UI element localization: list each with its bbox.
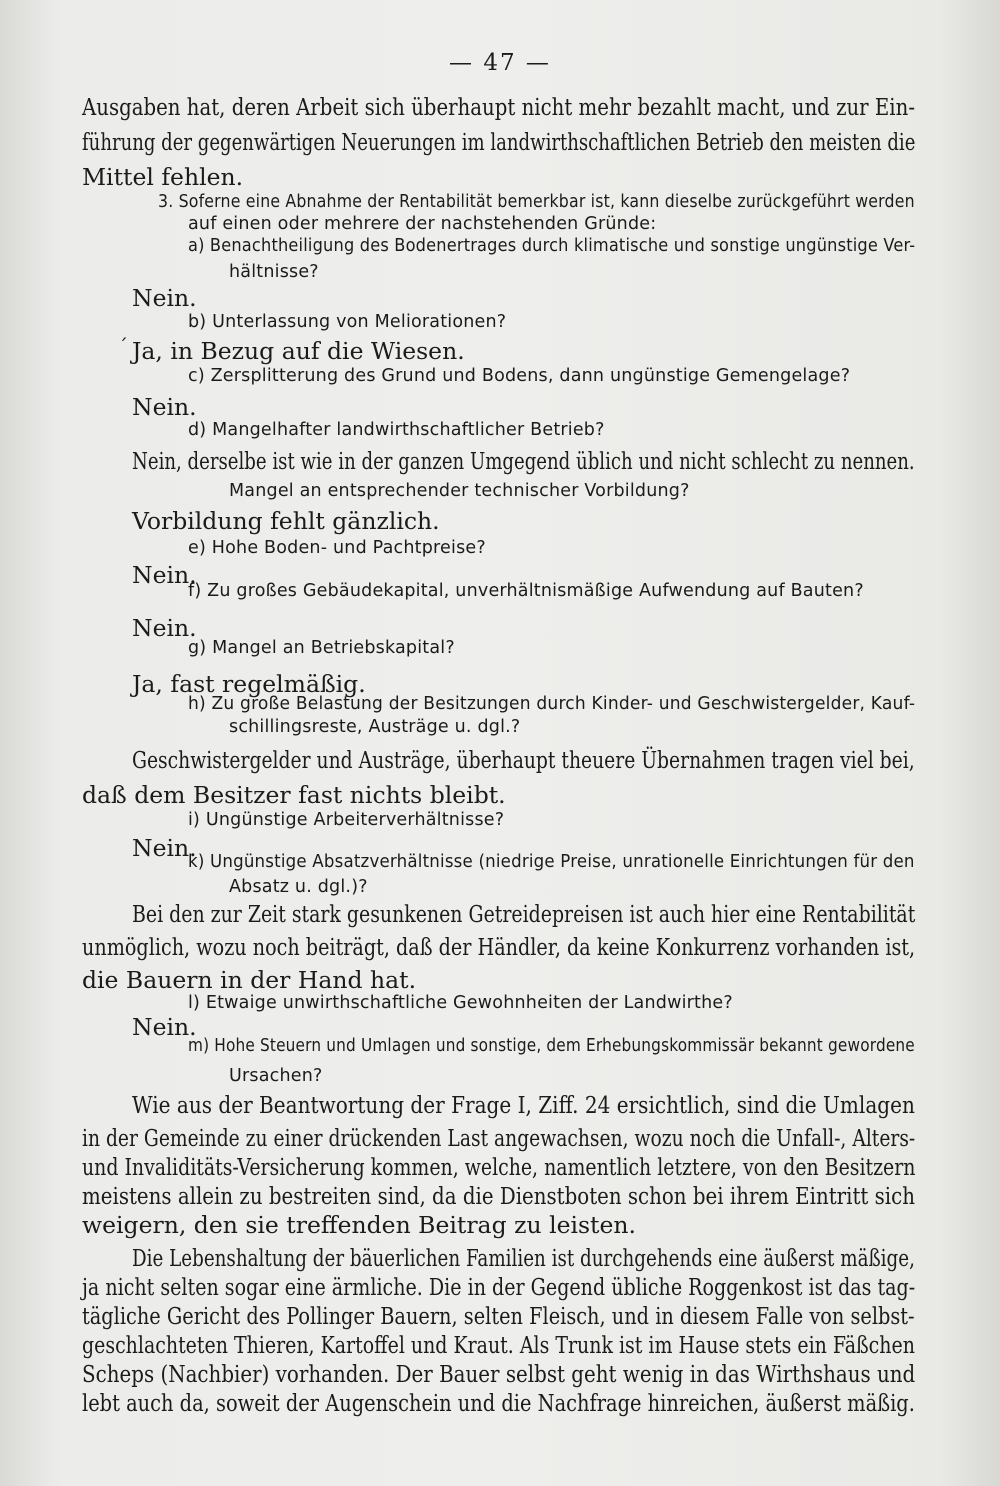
body-line: weigern, den sie treffenden Beitrag zu leisten. — [82, 1211, 637, 1239]
question-line: Mangel an entsprechender technischer Vorbildung? — [229, 481, 690, 501]
body-line: Die Lebenshaltung der bäuerlichen Familien ist durchgehends eine äußerst mäßige, — [132, 1244, 915, 1272]
body-line: in der Gemeinde zu einer drückenden Last angewachsen, wozu noch die Unfall-, Alters- — [82, 1124, 916, 1152]
question-line: c) Zersplitterung des Grund und Bodens, dann ungünstige Gemengelage? — [188, 366, 851, 386]
body-line: lebt auch da, soweit der Augenschein und die Nachfrage hinreichen, äußerst mäßig. — [82, 1389, 915, 1417]
answer-line: Ja, fast regelmäßig. — [132, 670, 366, 698]
answer-line: Nein. — [132, 834, 197, 862]
body-line: meistens allein zu bestreiten sind, da die Dienstboten schon bei ihrem Eintritt sich — [82, 1182, 915, 1210]
body-line: ja nicht selten sogar eine ärmliche. Die in der Gegend übliche Roggenkost ist das tag- — [82, 1273, 916, 1301]
question-line: schillingsreste, Austräge u. dgl.? — [229, 717, 521, 737]
question-line: b) Unterlassung von Meliorationen? — [188, 312, 507, 332]
answer-line: daß dem Besitzer fast nichts bleibt. — [82, 781, 506, 809]
question-line: h) Zu große Belastung der Besitzungen durch Kinder- und Geschwistergelder, Kauf- — [188, 694, 916, 714]
question-line: Ursachen? — [229, 1066, 323, 1086]
answer-line: Nein. — [132, 393, 197, 421]
answer-line: Bei den zur Zeit stark gesunkenen Getreidepreisen ist auch hier eine Rentabilität — [132, 900, 916, 928]
ink-mark: ´ — [118, 334, 128, 358]
question-line: i) Ungünstige Arbeiterverhältnisse? — [188, 810, 505, 830]
answer-line: Ja, in Bezug auf die Wiesen. — [132, 337, 465, 365]
page-number: — 47 — — [449, 50, 551, 76]
answer-line: Nein. — [132, 1013, 197, 1041]
answer-line: Nein. — [132, 614, 197, 642]
question-line: auf einen oder mehrere der nachstehenden Gründe: — [188, 214, 657, 234]
question-line: a) Benachtheiligung des Bodenertrages durch klimatische und sonstige ungünstige Ver- — [188, 236, 916, 256]
answer-line: Nein, derselbe ist wie in der ganzen Umgegend üblich und nicht schlecht zu nennen. — [132, 447, 915, 475]
question-line: 3. Soferne eine Abnahme der Rentabilität bemerkbar ist, kann dieselbe zurückgeführt werden — [158, 192, 915, 212]
body-line: und Invaliditäts-Versicherung kommen, welche, namentlich letztere, von den Besitzern — [82, 1153, 916, 1181]
body-line: Ausgaben hat, deren Arbeit sich überhaupt nicht mehr bezahlt macht, und zur Ein- — [82, 93, 915, 121]
question-line: e) Hohe Boden- und Pachtpreise? — [188, 538, 486, 558]
question-line: k) Ungünstige Absatzverhältnisse (niedrige Preise, unrationelle Einrichtungen für den — [188, 852, 915, 872]
body-line: tägliche Gericht des Pollinger Bauern, selten Fleisch, und in diesem Falle von selbst- — [82, 1302, 915, 1330]
question-line: d) Mangelhafter landwirthschaftlicher Betrieb? — [188, 420, 605, 440]
question-line: f) Zu großes Gebäudekapital, unverhältnismäßige Aufwendung auf Bauten? — [188, 581, 864, 601]
answer-line: Nein. — [132, 561, 197, 589]
question-line: Absatz u. dgl.)? — [229, 877, 368, 897]
answer-line: Vorbildung fehlt gänzlich. — [132, 507, 440, 535]
body-line: Scheps (Nachbier) vorhanden. Der Bauer selbst geht wenig in das Wirthshaus und — [82, 1360, 916, 1388]
answer-line: die Bauern in der Hand hat. — [82, 966, 417, 994]
question-line: hältnisse? — [229, 262, 319, 282]
question-line: m) Hohe Steuern und Umlagen und sonstige, dem Erhebungskommissär bekannt gewordene — [188, 1036, 915, 1056]
body-line: Mittel fehlen. — [82, 163, 244, 191]
body-line: führung der gegenwärtigen Neuerungen im landwirthschaftlichen Betrieb den meisten die — [82, 128, 916, 156]
answer-line: Nein. — [132, 284, 197, 312]
question-line: l) Etwaige unwirthschaftliche Gewohnheiten der Landwirthe? — [188, 993, 733, 1013]
answer-line: unmöglich, wozu noch beiträgt, daß der Händler, da keine Konkurrenz vorhanden ist, — [82, 933, 916, 961]
body-line: geschlachteten Thieren, Kartoffel und Kraut. Als Trunk ist im Hause stets ein Fäßchen — [82, 1331, 915, 1359]
question-line: g) Mangel an Betriebskapital? — [188, 638, 455, 658]
body-line: Wie aus der Beantwortung der Frage I, Ziff. 24 ersichtlich, sind die Umlagen — [132, 1091, 915, 1119]
answer-line: Geschwistergelder und Austräge, überhaupt theuere Übernahmen tragen viel bei, — [132, 746, 915, 774]
